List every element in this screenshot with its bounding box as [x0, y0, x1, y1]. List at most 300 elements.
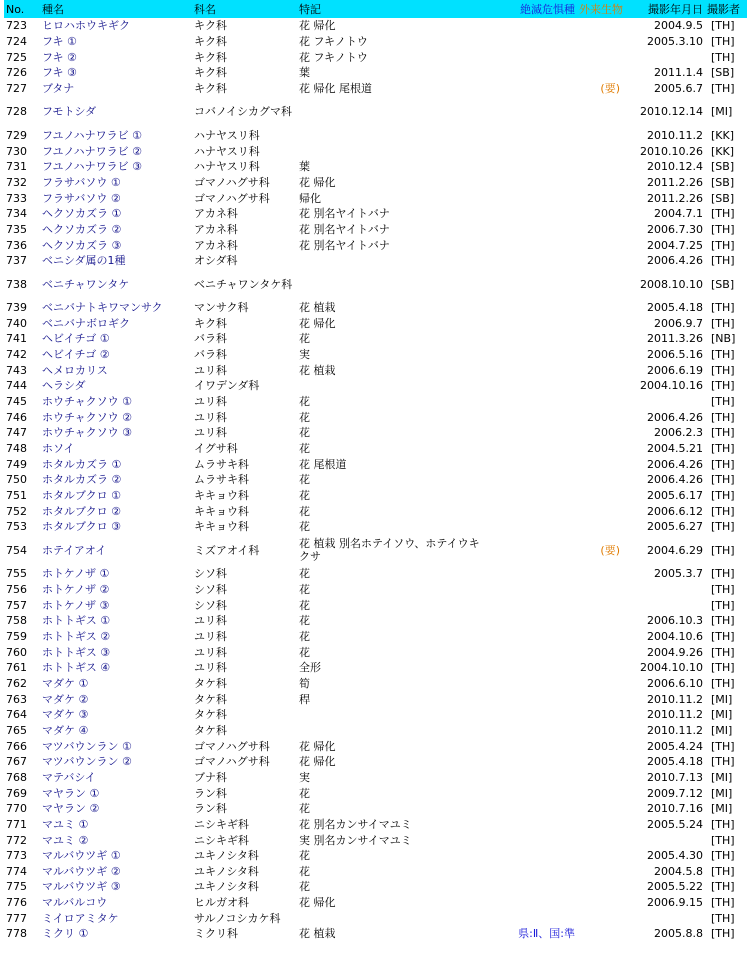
notes: 花 帰化	[299, 896, 336, 910]
species-name: ベニバナボロギク	[42, 316, 130, 330]
photographer: [TH]	[711, 207, 735, 221]
photo-date: 2005.4.18	[647, 755, 703, 769]
family-name: ブナ科	[194, 770, 227, 784]
endangered-status	[487, 128, 577, 144]
row-number: 738	[6, 277, 27, 291]
table-row	[4, 472, 747, 488]
notes: 花	[299, 629, 310, 643]
table-row	[4, 34, 747, 50]
notes: 実	[299, 770, 310, 784]
invasive-status: (要)	[600, 543, 620, 557]
row-number: 752	[6, 504, 27, 518]
photo-date: 2011.2.26	[647, 175, 703, 189]
family-name: キク科	[194, 50, 227, 64]
table-row	[4, 300, 747, 316]
row-number: 723	[6, 19, 27, 33]
table-row	[4, 910, 747, 926]
species-name: ホトトギス ④	[42, 661, 111, 675]
photo-date	[622, 597, 705, 613]
table-row	[4, 316, 747, 332]
invasive-status	[577, 206, 622, 222]
species-name: ホテイアオイ	[42, 543, 107, 557]
table-row	[4, 848, 747, 864]
invasive-status	[577, 879, 622, 895]
notes: 花	[299, 583, 310, 596]
photographer: [TH]	[711, 473, 735, 487]
species-name: フユノハナワラビ ①	[42, 128, 142, 142]
photographer: [TH]	[711, 833, 735, 847]
species-name: フラサバソウ ①	[42, 175, 121, 189]
species-name: ヘラシダ	[42, 379, 86, 393]
species-name: ブタナ	[42, 81, 75, 95]
notes: 花	[299, 520, 310, 534]
notes: 花	[299, 849, 310, 863]
invasive-status	[577, 503, 622, 519]
row-number: 734	[6, 207, 27, 221]
photo-date: 2004.10.10	[640, 661, 703, 675]
endangered-status	[487, 65, 577, 81]
family-name: キク科	[194, 316, 227, 330]
invasive-status	[577, 597, 622, 613]
table-row	[4, 691, 747, 707]
table-row	[4, 503, 747, 519]
family-name: ニシキギ科	[194, 833, 249, 847]
table-row	[4, 879, 747, 895]
table-row	[4, 159, 747, 175]
photographer: [TH]	[711, 34, 735, 48]
family-name: コバノイシカグマ科	[194, 105, 293, 119]
row-number: 757	[6, 598, 27, 612]
species-name: ベニバナトキワマンサク	[42, 301, 163, 315]
species-name: ミクリ ①	[42, 927, 89, 941]
photographer: [TH]	[711, 410, 735, 424]
family-name: ユリ科	[194, 410, 227, 424]
row-number: 725	[6, 50, 27, 64]
endangered-status	[487, 316, 577, 332]
invasive-status	[577, 269, 622, 300]
endangered-status	[487, 175, 577, 191]
photographer: [TH]	[711, 316, 735, 330]
photographer: [TH]	[711, 81, 735, 95]
notes	[297, 128, 487, 144]
species-name: フモトシダ	[42, 105, 97, 119]
row-number: 766	[6, 739, 27, 753]
row-number: 777	[6, 911, 27, 925]
invasive-status	[577, 785, 622, 801]
row-number: 774	[6, 864, 27, 878]
photographer: [TH]	[711, 927, 735, 941]
row-number: 724	[6, 34, 27, 48]
notes: 実 別名カンサイマユミ	[299, 833, 412, 847]
photo-date: 2010.11.2	[647, 708, 703, 722]
row-number: 763	[6, 692, 27, 706]
table-row	[4, 785, 747, 801]
endangered-status: 県:Ⅱ、国:準	[518, 927, 575, 941]
species-name: ホトトギス ②	[42, 629, 111, 643]
table-row	[4, 269, 747, 300]
table-row	[4, 394, 747, 410]
notes: 花	[299, 473, 310, 487]
table-row	[4, 378, 747, 394]
family-name: キク科	[194, 81, 227, 95]
photo-date: 2009.7.12	[647, 786, 703, 800]
species-name: マルバウツギ ②	[42, 864, 121, 878]
endangered-status	[487, 644, 577, 660]
photo-date: 2011.2.26	[647, 191, 703, 205]
row-number: 773	[6, 849, 27, 863]
photographer: [TH]	[711, 880, 735, 894]
table-row	[4, 597, 747, 613]
invasive-status	[577, 566, 622, 582]
photographer: [TH]	[711, 301, 735, 315]
notes: 花 帰化	[299, 739, 336, 753]
family-name: ゴマノハグサ科	[194, 755, 270, 769]
family-name: ユキノシタ科	[194, 849, 259, 863]
photo-date: 2006.6.12	[647, 504, 703, 518]
notes: 稈	[299, 692, 310, 706]
header-species-name: 種名	[40, 0, 192, 18]
species-name: マルバウツギ ③	[42, 880, 121, 894]
row-number: 732	[6, 175, 27, 189]
family-name: キク科	[194, 19, 227, 33]
family-name: ベニチャワンタケ科	[194, 277, 293, 291]
table-row	[4, 519, 747, 535]
row-number: 746	[6, 410, 27, 424]
table-row	[4, 535, 747, 566]
endangered-status	[487, 300, 577, 316]
invasive-status	[577, 676, 622, 692]
notes: 花	[299, 410, 310, 424]
row-number: 733	[6, 191, 27, 205]
species-name: ホウチャクソウ ③	[42, 426, 133, 440]
photo-date: 2005.8.8	[654, 927, 703, 941]
photographer: [TH]	[711, 583, 735, 596]
photographer: [KK]	[711, 128, 735, 142]
family-name: ユリ科	[194, 614, 227, 628]
species-name: マダケ ③	[42, 708, 89, 722]
photographer: [MI]	[711, 723, 733, 737]
endangered-status	[487, 159, 577, 175]
invasive-status	[577, 300, 622, 316]
photo-date: 2006.2.3	[654, 426, 703, 440]
invasive-status	[577, 738, 622, 754]
endangered-status	[487, 409, 577, 425]
family-name: キキョウ科	[194, 489, 249, 503]
family-name: ムラサキ科	[194, 473, 249, 487]
notes: 花 植栽	[299, 363, 336, 377]
family-name: イグサ科	[194, 442, 238, 456]
notes	[297, 707, 487, 723]
photographer: [TH]	[711, 661, 735, 675]
invasive-status	[577, 175, 622, 191]
row-number: 769	[6, 786, 27, 800]
table-row	[4, 817, 747, 833]
table-row	[4, 723, 747, 739]
family-name: ゴマノハグサ科	[194, 191, 270, 205]
photographer: [SB]	[711, 66, 735, 80]
species-name: フユノハナワラビ ②	[42, 144, 142, 158]
invasive-status	[577, 629, 622, 645]
photographer: [TH]	[711, 426, 735, 440]
header-endangered: 絶滅危惧種	[487, 0, 577, 18]
notes: 花	[299, 880, 310, 894]
table-row	[4, 629, 747, 645]
family-name: ミズアオイ科	[194, 543, 260, 557]
species-name: ヘクソカズラ ③	[42, 238, 122, 252]
family-name: シソ科	[194, 583, 227, 596]
row-number: 749	[6, 457, 27, 471]
endangered-status	[487, 770, 577, 786]
table-row	[4, 362, 747, 378]
family-name: キク科	[194, 34, 227, 48]
family-name: タケ科	[194, 676, 227, 690]
row-number: 735	[6, 222, 27, 236]
header-notes: 特記	[297, 0, 487, 18]
photographer: [TH]	[711, 504, 735, 518]
endangered-status	[487, 535, 577, 566]
family-name: オシダ科	[194, 254, 238, 268]
photo-date: 2005.5.22	[647, 880, 703, 894]
endangered-status	[487, 738, 577, 754]
species-name: マダケ ②	[42, 692, 89, 706]
endangered-status	[487, 222, 577, 238]
species-name: ベニシダ属の1種	[42, 254, 126, 268]
row-number: 760	[6, 645, 27, 659]
row-number: 756	[6, 583, 27, 596]
species-name: ホタルカズラ ②	[42, 473, 122, 487]
photo-date: 2006.10.3	[647, 614, 703, 628]
photographer: [MI]	[711, 786, 733, 800]
family-name: ムラサキ科	[194, 457, 249, 471]
family-name: イワデンダ科	[194, 379, 260, 393]
invasive-status	[577, 770, 622, 786]
photo-date: 2004.5.8	[654, 864, 703, 878]
photographer: [TH]	[711, 348, 735, 362]
notes: 花 植栽	[299, 927, 336, 941]
invasive-status	[577, 253, 622, 269]
invasive-status	[577, 582, 622, 598]
row-number: 758	[6, 614, 27, 628]
row-number: 750	[6, 473, 27, 487]
species-name: ヘビイチゴ ②	[42, 348, 110, 362]
notes: 花	[299, 395, 310, 409]
endangered-status	[487, 691, 577, 707]
row-number: 771	[6, 817, 27, 831]
invasive-status	[577, 472, 622, 488]
photographer: [TH]	[711, 543, 735, 557]
photo-date	[622, 832, 705, 848]
header-photographer: 撮影者	[705, 0, 747, 18]
invasive-status	[577, 362, 622, 378]
photo-date: 2010.12.14	[640, 105, 703, 119]
invasive-status	[577, 96, 622, 127]
row-number: 778	[6, 927, 27, 941]
table-row	[4, 660, 747, 676]
table-row	[4, 707, 747, 723]
photo-date: 2004.10.16	[640, 379, 703, 393]
endangered-status	[487, 660, 577, 676]
family-name: アカネ科	[194, 207, 238, 221]
row-number: 736	[6, 238, 27, 252]
family-name: キキョウ科	[194, 504, 249, 518]
invasive-status	[577, 691, 622, 707]
row-number: 741	[6, 332, 27, 346]
photographer: [TH]	[711, 739, 735, 753]
species-name: フラサバソウ ②	[42, 191, 121, 205]
table-row	[4, 488, 747, 504]
table-row	[4, 566, 747, 582]
endangered-status	[487, 378, 577, 394]
photo-date: 2006.9.7	[654, 316, 703, 330]
photographer: [TH]	[711, 864, 735, 878]
table-row	[4, 644, 747, 660]
row-number: 755	[6, 567, 27, 581]
table-row	[4, 801, 747, 817]
endangered-status	[487, 18, 577, 34]
species-name: ホウチャクソウ ①	[42, 395, 133, 409]
endangered-status	[487, 347, 577, 363]
photographer: [SB]	[711, 191, 735, 205]
table-row	[4, 425, 747, 441]
row-number: 729	[6, 128, 27, 142]
table-row	[4, 96, 747, 127]
photographer: [TH]	[711, 755, 735, 769]
photographer: [TH]	[711, 849, 735, 863]
photo-date: 2004.9.5	[654, 19, 703, 33]
invasive-status	[577, 331, 622, 347]
invasive-status	[577, 378, 622, 394]
row-number: 761	[6, 661, 27, 675]
species-name: ミイロアミタケ	[42, 911, 119, 925]
species-name: ヒロハホウキギク	[42, 19, 130, 33]
endangered-status	[487, 879, 577, 895]
species-name: マヤラン ①	[42, 786, 100, 800]
invasive-status	[577, 49, 622, 65]
species-name: ヘクソカズラ ②	[42, 222, 122, 236]
photographer: [TH]	[711, 489, 735, 503]
notes: 花 植栽	[299, 301, 336, 315]
family-name: アカネ科	[194, 222, 238, 236]
notes: 花	[299, 504, 310, 518]
endangered-status	[487, 910, 577, 926]
table-row	[4, 143, 747, 159]
table-row	[4, 190, 747, 206]
notes: 花 別名ヤイトバナ	[299, 207, 390, 221]
family-name: シソ科	[194, 567, 227, 581]
photographer: [TH]	[711, 254, 735, 268]
family-name: タケ科	[194, 723, 227, 737]
invasive-status: (要)	[600, 81, 620, 95]
photo-date: 2006.4.26	[647, 254, 703, 268]
endangered-status	[487, 190, 577, 206]
photo-date: 2005.4.18	[647, 301, 703, 315]
photographer: [TH]	[711, 457, 735, 471]
endangered-status	[487, 488, 577, 504]
table-row	[4, 237, 747, 253]
photographer: [TH]	[711, 598, 735, 612]
family-name: ミクリ科	[194, 927, 238, 941]
table-row	[4, 18, 747, 34]
photo-date: 2006.6.19	[647, 363, 703, 377]
endangered-status	[487, 832, 577, 848]
invasive-status	[577, 895, 622, 911]
species-name: ホソイ	[42, 442, 75, 456]
table-row	[4, 895, 747, 911]
table-row	[4, 926, 747, 942]
photo-date: 2010.7.13	[647, 770, 703, 784]
invasive-status	[577, 222, 622, 238]
species-name: ヘクソカズラ ①	[42, 207, 122, 221]
endangered-status	[487, 81, 577, 97]
notes: 花 帰化	[299, 755, 336, 769]
photographer: [SB]	[711, 175, 735, 189]
invasive-status	[577, 237, 622, 253]
notes: 花	[299, 645, 310, 659]
notes: 葉	[299, 66, 310, 80]
notes: 花 帰化	[299, 19, 336, 33]
endangered-status	[487, 582, 577, 598]
photographer: [TH]	[711, 614, 735, 628]
photo-date: 2006.4.26	[647, 457, 703, 471]
photo-date: 2004.6.29	[647, 543, 703, 557]
invasive-status	[577, 863, 622, 879]
table-row	[4, 128, 747, 144]
invasive-status	[577, 128, 622, 144]
family-name: ユリ科	[194, 661, 227, 675]
family-name: ラン科	[194, 786, 227, 800]
notes: 花 尾根道	[299, 457, 347, 471]
photographer: [TH]	[711, 379, 735, 393]
family-name: ユリ科	[194, 395, 227, 409]
notes: 花	[299, 864, 310, 878]
photographer: [TH]	[711, 896, 735, 910]
invasive-status	[577, 660, 622, 676]
invasive-status	[577, 394, 622, 410]
row-number: 764	[6, 708, 27, 722]
invasive-status	[577, 409, 622, 425]
notes: 花 別名カンサイマユミ	[299, 817, 412, 831]
species-name: ベニチャワンタケ	[42, 277, 130, 291]
photo-date: 2006.7.30	[647, 222, 703, 236]
photographer: [TH]	[711, 395, 735, 409]
notes	[297, 910, 487, 926]
table-row	[4, 409, 747, 425]
invasive-status	[577, 488, 622, 504]
row-number: 730	[6, 144, 27, 158]
family-name: ユリ科	[194, 426, 227, 440]
invasive-status	[577, 754, 622, 770]
notes: 花	[299, 786, 310, 800]
row-number: 744	[6, 379, 27, 393]
family-name: ゴマノハグサ科	[194, 739, 270, 753]
family-name: バラ科	[194, 332, 227, 346]
photographer: [TH]	[711, 645, 735, 659]
invasive-status	[577, 848, 622, 864]
row-number: 743	[6, 363, 27, 377]
photo-date: 2005.4.24	[647, 739, 703, 753]
family-name: アカネ科	[194, 238, 238, 252]
species-name: ホトトギス ①	[42, 614, 111, 628]
photo-date: 2004.7.1	[654, 207, 703, 221]
row-number: 731	[6, 160, 27, 174]
species-name: マルバウツギ ①	[42, 849, 121, 863]
notes: 花	[299, 598, 310, 612]
family-name: ハナヤスリ科	[194, 128, 260, 142]
family-name: ユキノシタ科	[194, 864, 259, 878]
row-number: 748	[6, 442, 27, 456]
invasive-status	[577, 707, 622, 723]
row-number: 772	[6, 833, 27, 847]
